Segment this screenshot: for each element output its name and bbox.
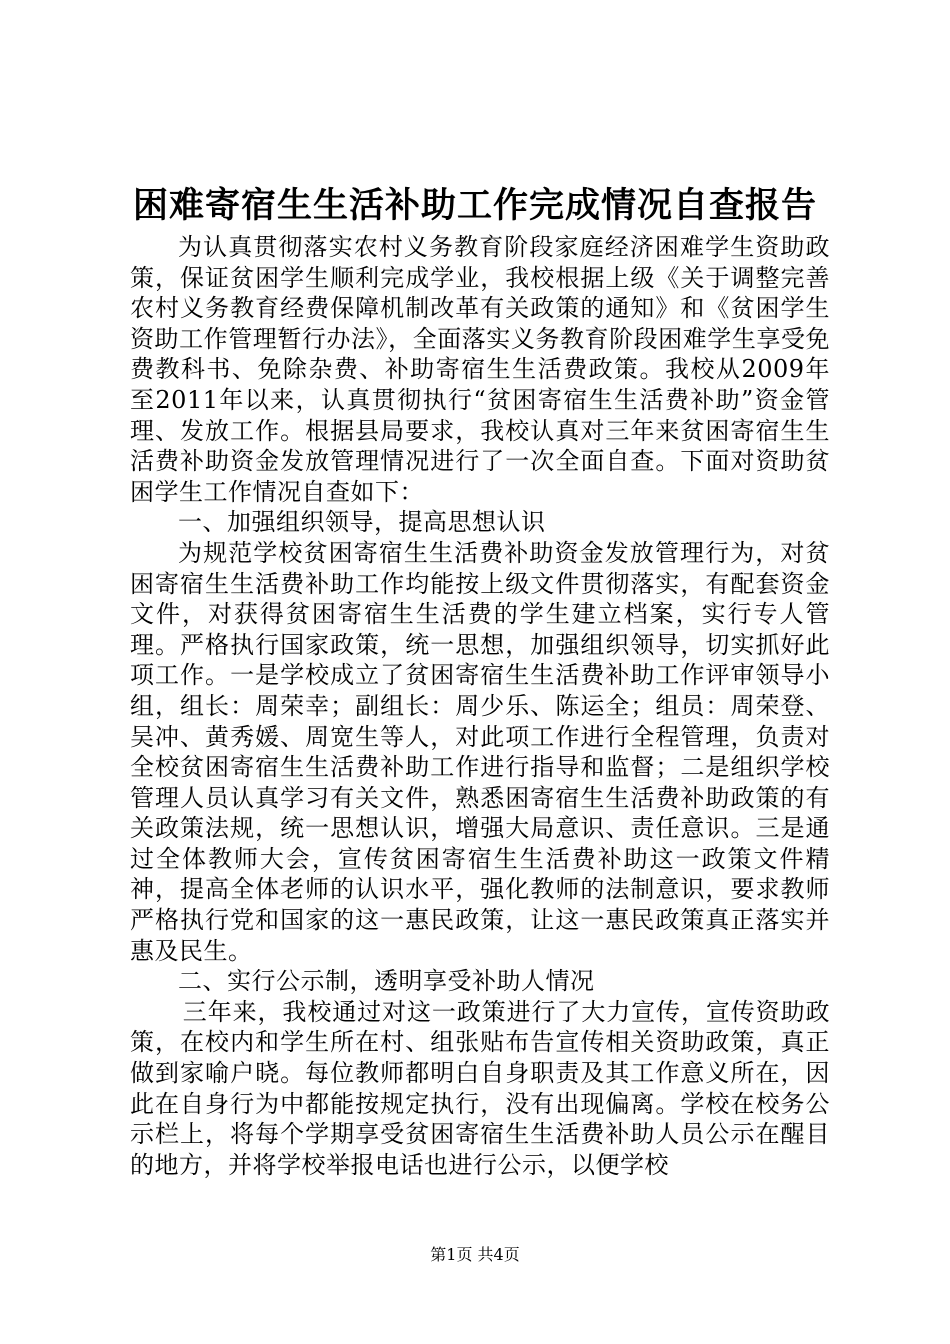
paragraph-intro: 为认真贯彻落实农村义务教育阶段家庭经济困难学生资助政策，保证贫困学生顺利完成学业，我校根据上级《关于调整完善农村义务教育经费保障机制改革有关政策的通知》和《贫困学生资助工作管理暂行办法》，全面落实义务教育阶段困难学生享受免费教科书、免除杂费、补助寄宿生生活费政策。我校从2009年至2011年以来，认真贯彻执行“贫困寄宿生生活费补助”资金管理、发放工作。根据县局要求，我校认真对三年来贫困寄宿生生活费补助资金发放管理情况进行了一次全面自查。下面对资助贫困学生工作情况自查如下：: [130, 233, 830, 506]
section-heading-2: 二、实行公示制，透明享受补助人情况: [178, 967, 595, 996]
paragraph-section-2: 三年来，我校通过对这一政策进行了大力宣传，宣传资助政策，在校内和学生所在村、组张贴布告宣传相关资助政策，真正做到家喻户晓。每位教师都明白自身职责及其工作意义所在，因此在自身行为中都能按规定执行，没有出现偏离。学校在校务公示栏上，将每个学期享受贫困寄宿生生活费补助人员公示在醒目的地方，并将学校举报电话也进行公示，以便学校: [130, 997, 830, 1179]
page-footer: 第1页 共4页: [430, 1245, 520, 1264]
document-body: [130, 232, 830, 1180]
section-heading-1: 一、加强组织领导，提高思想认识: [178, 508, 546, 537]
paragraph-section-1: 为规范学校贫困寄宿生生活费补助资金发放管理行为，对贫困寄宿生生活费补助工作均能按上级文件贯彻落实，有配套资金文件，对获得贫困寄宿生生活费的学生建立档案，实行专人管理。严格执行国家政策，统一思想，加强组织领导，切实抓好此项工作。一是学校成立了贫困寄宿生生活费补助工作评审领导小组，组长：周荣幸；副组长：周少乐、陈运全；组员：周荣登、吴冲、黄秀媛、周宽生等人，对此项工作进行全程管理，负责对全校贫困寄宿生生活费补助工作进行指导和监督；二是组织学校管理人员认真学习有关文件，熟悉困寄宿生生活费补助政策的有关政策法规，统一思想认识，增强大局意识、责任意识。三是通过全体教师大会，宣传贫困寄宿生生活费补助这一政策文件精神，提高全体老师的认识水平，强化教师的法制意识，要求教师严格执行党和国家的这一惠民政策，让这一惠民政策真正落实并惠及民生。: [130, 538, 830, 965]
document-title: 困难寄宿生生活补助工作完成情况自查报告: [132, 185, 817, 226]
